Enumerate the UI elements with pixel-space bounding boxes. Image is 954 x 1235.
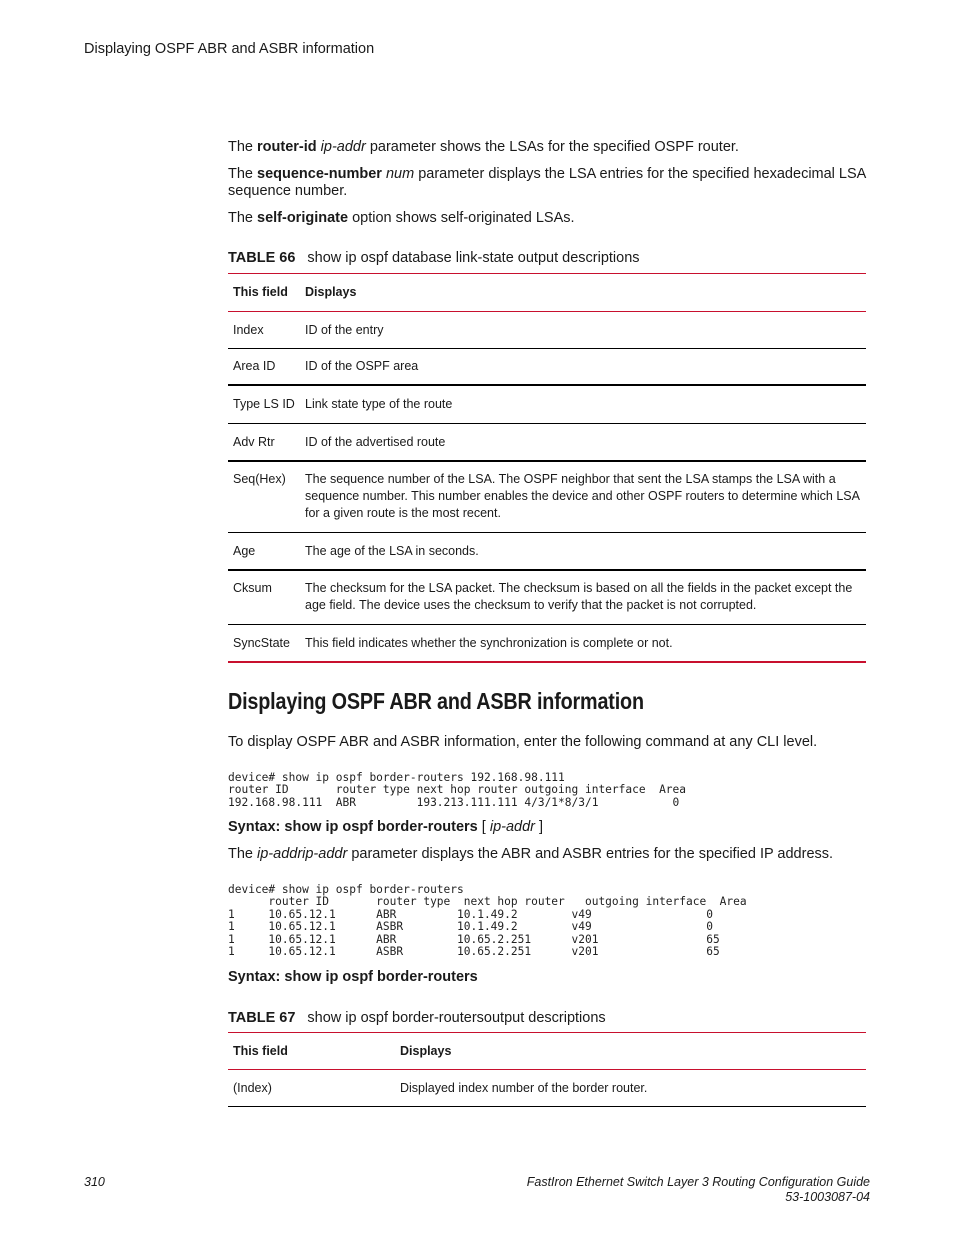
guide-title: FastIron Ethernet Switch Layer 3 Routing Configuration Guide	[526, 1175, 870, 1189]
cell-desc: This field indicates whether the synchronization is complete or not.	[305, 635, 673, 650]
column-header-displays: Displays	[400, 1043, 452, 1058]
cell-field: Seq(Hex)	[233, 472, 286, 486]
paragraph-ip-addr: The ip-addrip-addr parameter displays the ABR and ASBR entries for the specified IP address.	[228, 846, 834, 862]
table-row	[228, 349, 866, 386]
section-intro: To display OSPF ABR and ASBR information, enter the following command at any CLI level.	[228, 734, 818, 750]
table-row	[228, 312, 866, 349]
paragraph-sequence-number: The sequence-number num parameter displays the LSA entries for the specified hexadecimal LSA sequence number.	[228, 166, 866, 199]
cell-desc: ID of the OSPF area	[305, 359, 419, 373]
cell-field: (Index)	[233, 1080, 272, 1095]
table-row	[228, 533, 866, 571]
code-block-border-routers-ip: device# show ip ospf border-routers 192.168.98.111 router ID router type next hop router outgoing interface Area 192.168.98.111 ABR 193.213.111.111 4/3/1*8/3/1 0	[228, 771, 687, 809]
syntax-line: Syntax: show ip ospf border-routers	[228, 969, 478, 985]
table-row	[228, 625, 866, 661]
paragraph-self-originate: The self-originate option shows self-originated LSAs.	[228, 210, 575, 226]
table-row	[228, 571, 866, 625]
cell-desc: ID of the entry	[305, 322, 384, 337]
code-block-border-routers: device# show ip ospf border-routers router ID router type next hop router outgoing interface Area 1 10.65.12.1 ABR 10.1.49.2 v49 0 1 10.65.12.1 ASBR 10.1.49.2 v49 0 1 10.65.12.1 ABR 10.65.2.251 v201 65 1 10.65.12.1 ASBR 10.65.2.251 v201 65	[228, 883, 747, 959]
cell-field: SyncState	[233, 635, 290, 650]
table-66-caption: TABLE 66 show ip ospf database link-state output descriptions	[228, 250, 640, 266]
cell-desc: Link state type of the route	[305, 397, 453, 411]
cell-field: Adv Rtr	[233, 434, 275, 449]
table-header-row	[228, 274, 866, 312]
paragraph-router-id: The router-id ip-addr parameter shows the LSAs for the specified OSPF router.	[228, 139, 739, 155]
table-row	[228, 1070, 866, 1106]
table-header-row	[228, 1033, 866, 1070]
cell-field: Type LS ID	[233, 397, 295, 411]
page-number: 310	[84, 1175, 105, 1189]
footer-guide-info	[480, 1175, 870, 1205]
column-header-field: This field	[233, 285, 288, 299]
document-number: 53-1003087-04	[785, 1190, 870, 1204]
cell-desc: ID of the advertised route	[305, 434, 446, 449]
cell-desc: Displayed index number of the border router.	[400, 1080, 648, 1095]
running-header: Displaying OSPF ABR and ASBR information	[84, 41, 375, 57]
table-row	[228, 386, 866, 424]
table-67	[228, 1032, 866, 1107]
table-row	[228, 462, 866, 533]
cell-field: Index	[233, 322, 264, 337]
syntax-line-ip: Syntax: show ip ospf border-routers [ ip-addr ]	[228, 819, 544, 835]
section-heading: Displaying OSPF ABR and ASBR information	[228, 688, 644, 714]
cell-field: Cksum	[233, 581, 272, 595]
cell-field: Age	[233, 543, 256, 558]
cell-desc: The checksum for the LSA packet. The checksum is based on all the fields in the packet except the age field. The device uses the checksum to verify that the packet is not corrupted.	[305, 581, 853, 612]
table-row	[228, 424, 866, 462]
table-66	[228, 273, 866, 663]
column-header-displays: Displays	[305, 285, 357, 299]
cell-desc: The sequence number of the LSA. The OSPF neighbor that sent the LSA stamps the LSA with a sequence number. This number enables the device and other OSPF routers to determine which LSA for a given route is the most recent.	[305, 472, 860, 520]
column-header-field: This field	[233, 1043, 288, 1058]
table-67-caption: TABLE 67 show ip ospf border-routersoutput descriptions	[228, 1010, 606, 1026]
cell-field: Area ID	[233, 359, 276, 373]
cell-desc: The age of the LSA in seconds.	[305, 543, 479, 558]
